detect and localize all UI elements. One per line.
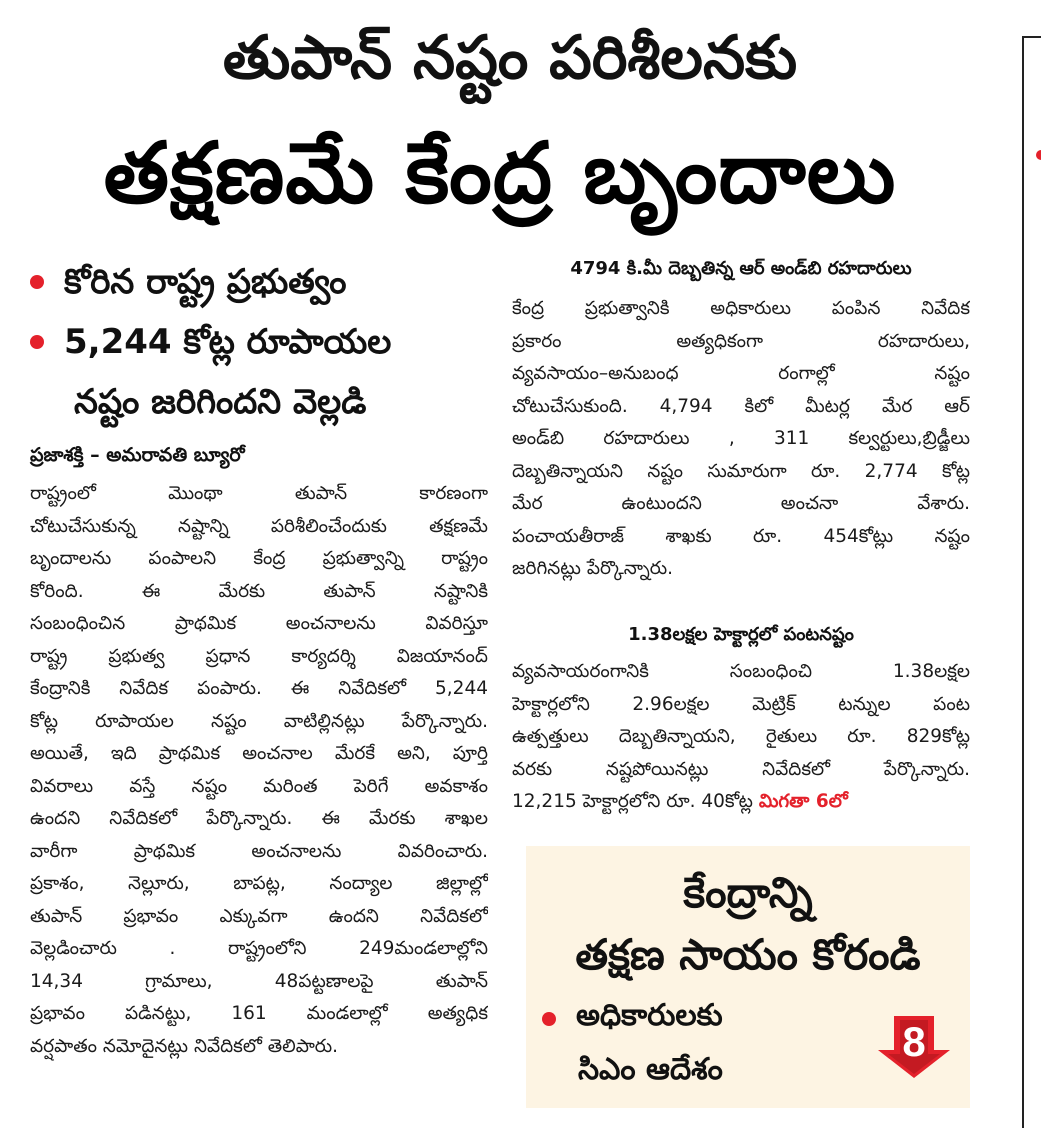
text-line: చోటుచేసుకుంది. 4,794 కిలో మీటర్ల మేర ఆర్ (512, 395, 970, 417)
page-reference-number: 8 (902, 1018, 926, 1065)
text-line: అయితే, ఇది ప్రాథమిక అంచనాల మేరకే అని, పూర్తి (30, 743, 488, 764)
adjacent-column-edge (1022, 36, 1041, 1128)
text-line: మేర ఉంటుందని అంచనా వేశారు. (512, 493, 970, 514)
box-title-line2: తక్షణ సాయం కోరండి (575, 930, 921, 979)
box-bullet-continuation: సిఎం ఆదేశం (578, 1052, 723, 1087)
bullet-item (30, 252, 500, 312)
text-line: దెబ్బతిన్నాయని నష్టం సుమారుగా రూ. 2,774 కోట్ల (512, 460, 970, 482)
box-bullet-text: అధికారులకు (576, 998, 723, 1033)
text-line: బృందాలను పంపాలని కేంద్ర ప్రభుత్వాన్ని రాష్ట్రం (30, 548, 488, 569)
text-line: పంచాయతీరాజ్ శాఖకు రూ. 454కోట్లు నష్టం (512, 525, 970, 547)
text-line: చోటుచేసుకున్న నష్టాన్ని పరిశీలించేందుకు తక్షణమే (30, 515, 488, 537)
text-line: ప్రకాశం, నెల్లూరు, బాపట్ల, నంద్యాల జిల్లాల్లో (30, 873, 488, 894)
highlight-bullets (30, 252, 500, 432)
continued-on-page-link[interactable]: మిగతా 6లో (758, 791, 848, 812)
bullet-dot-icon (1036, 150, 1041, 160)
bullet-dot-icon (30, 275, 44, 289)
article-right-column-roads (512, 293, 970, 586)
subheading-crops: 1.38లక్షల హెక్టార్లలో పంటనష్టం (628, 624, 854, 645)
text-line: వ్యవసాయరంగానికి సంబంధించి 1.38లక్షల (512, 661, 970, 682)
bullet-item (30, 312, 500, 372)
related-story-box[interactable] (526, 846, 970, 1108)
text-line: కోరింది. ఈ మేరకు తుపాన్ నష్టానికి (30, 580, 488, 602)
text-line: కేంద్రానికి నివేదిక పంపారు. ఈ నివేదికలో 5,244 (30, 678, 488, 699)
headline-kicker: తుపాన్ నష్టం పరిశీలనకు (222, 23, 798, 93)
bullet-continuation: నష్టం జరిగిందని వెల్లడి (74, 382, 367, 422)
bullet-text: 5,244 కోట్ల రూపాయల (64, 322, 392, 362)
text-line: ఉందని నివేదికలో పేర్కొన్నారు. ఈ మేరకు శాఖల (30, 808, 488, 829)
text-line: వారీగా ప్రాథమిక అంచనాలను వివరించారు. (30, 840, 488, 862)
headline-main: తక్షణమే కేంద్ర బృందాలు (103, 124, 897, 222)
text-line: కేంద్ర ప్రభుత్వానికి అధికారులు పంపిన నివేదిక (512, 298, 970, 319)
byline: ప్రజాశక్తి – అమరావతి బ్యూరో (30, 444, 245, 466)
text-line: వర్షపాతం నమోదైనట్లు నివేదికలో తెలిపారు. (30, 1035, 339, 1057)
text-line: ప్రభావం పడినట్టు, 161 మండలాల్లో అత్యధిక (30, 1003, 488, 1024)
text-line: ప్రకారం అత్యధికంగా రహదారులు, (512, 330, 970, 352)
text-line: జరిగినట్లు పేర్కొన్నారు. (512, 558, 674, 579)
text-line: తుపాన్ ప్రభావం ఎక్కువగా ఉందని నివేదికలో (30, 905, 488, 927)
text-line: రాష్ట్ర ప్రభుత్వ ప్రధాన కార్యదర్శి విజయానంద్ (30, 645, 488, 667)
text-line-final (512, 786, 970, 819)
text-line: వెల్లడించారు . రాష్ట్రంలోని 249మండలాల్లోని (30, 938, 488, 959)
text-line: అండ్‌బి రహదారులు , 311 కల్వర్టులు,బ్రిడ్జీలు (512, 428, 970, 449)
text-line: 14,34 గ్రామాలు, 48పట్టణాలపై తుపాన్ (30, 970, 488, 992)
article-left-column (30, 478, 488, 1063)
text-line: వ్యవసాయం–అనుబంధ రంగాల్లో నష్టం (512, 363, 970, 384)
text-line: సంబంధించిన ప్రాథమిక అంచనాలను వివరిస్తూ (30, 613, 488, 634)
bullet-text: కోరిన రాష్ట్ర ప్రభుత్వం (64, 262, 347, 302)
text-line: వివరాలు వస్తే నష్టం మరింత పెరిగే అవకాశం (30, 775, 488, 797)
article-right-column-crops (512, 656, 970, 819)
box-title-line1: కేంద్రాన్ని (683, 868, 813, 917)
text-line: కోట్ల రూపాయల నష్టం వాటిల్లినట్లు పేర్కొన్నారు. (30, 710, 488, 732)
box-bullet (542, 998, 723, 1040)
text-line: వరకు నష్టపోయినట్లు నివేదికలో పేర్కొన్నారు. (512, 758, 970, 780)
subheading-roads: 4794 కి.మీ దెబ్బతిన్న ఆర్ అండ్‌బి రహదారులు (570, 258, 912, 279)
bullet-dot-icon (542, 1012, 556, 1026)
page-reference-badge[interactable] (878, 1016, 950, 1078)
text-line: హెక్టార్లలోని 2.96లక్షల మెట్రిక్ టన్నుల పంట (512, 693, 970, 715)
text-line-final-text: 12,215 హెక్టార్లలోని రూ. 40కోట్ల (512, 791, 753, 812)
text-line: రాష్ట్రంలో మొంథా తుపాన్ కారణంగా (30, 483, 488, 504)
text-line: ఉత్పత్తులు దెబ్బతిన్నాయని, రైతులు రూ. 829కోట్ల (512, 726, 970, 747)
bullet-dot-icon (30, 335, 44, 349)
